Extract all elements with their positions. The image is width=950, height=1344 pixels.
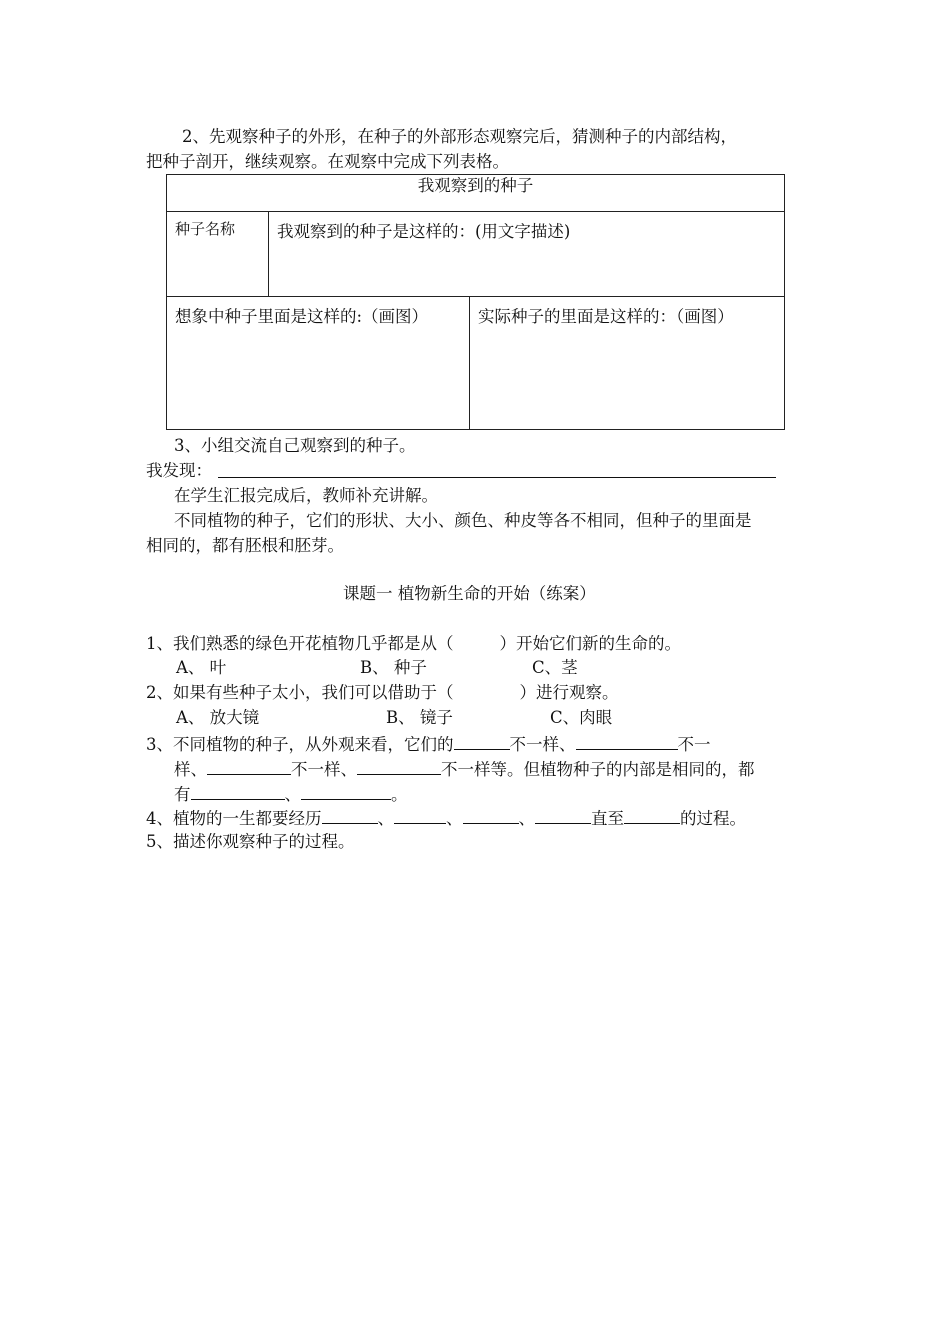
seed-name-cell[interactable]	[167, 212, 269, 297]
q4-text-a: 4、植物的一生都要经历	[146, 809, 322, 828]
finding-answer-line[interactable]	[218, 477, 776, 478]
q2-option-c: C、肉眼	[550, 708, 613, 727]
conclusion-line1: 不同植物的种子，它们的形状、大小、颜色、种皮等各不相同，但种子的里面是	[174, 511, 752, 530]
q3-text-g: 有	[174, 785, 191, 804]
q3-blank-2[interactable]	[576, 732, 678, 750]
q3-blank-5[interactable]	[191, 782, 285, 800]
question-1	[146, 633, 681, 655]
question-3-line2	[174, 757, 755, 781]
q1-text-end: ）开始它们新的生命的。	[499, 634, 681, 653]
question-5: 5、描述你观察种子的过程。	[146, 832, 355, 851]
q2-option-b: B、 镜子	[386, 708, 453, 727]
question-4	[146, 806, 746, 830]
conclusion-line2: 相同的，都有胚根和胚芽。	[146, 536, 344, 555]
q4-text-d: 、	[518, 809, 535, 828]
table-title: 我观察到的种子	[167, 175, 785, 212]
section2-line1: 2、先观察种子的外形，在种子的外部形态观察完后，猜测种子的内部结构，	[182, 127, 737, 146]
q2-text-start: 2、如果有些种子太小，我们可以借助于（	[146, 683, 454, 702]
q4-blank-2[interactable]	[394, 806, 446, 824]
observation-table	[166, 174, 785, 430]
actual-drawing-cell[interactable]	[470, 297, 785, 430]
q3-text-a: 3、不同植物的种子，从外观来看，它们的	[146, 735, 454, 754]
question-3-line1	[146, 732, 711, 756]
section3-line: 3、小组交流自己观察到的种子。	[174, 436, 416, 455]
q3-text-f: 不一样等。但植物种子的内部是相同的，都	[441, 760, 755, 779]
exercise-title: 课题一 植物新生命的开始（练案）	[343, 584, 596, 603]
finding-label: 我发现：	[146, 461, 212, 480]
q2-text-end: ）进行观察。	[519, 683, 619, 702]
q4-text-b: 、	[377, 809, 394, 828]
teacher-note: 在学生汇报完成后，教师补充讲解。	[174, 486, 438, 505]
q3-blank-3[interactable]	[207, 757, 291, 775]
q4-blank-4[interactable]	[535, 806, 591, 824]
q4-text-f: 的过程。	[680, 809, 746, 828]
q1-text-start: 1、我们熟悉的绿色开花植物几乎都是从（	[146, 634, 454, 653]
q3-text-e: 不一样、	[291, 760, 357, 779]
q4-text-e: 直至	[591, 809, 624, 828]
q1-option-b: B、 种子	[360, 658, 427, 677]
q3-text-h: 、	[284, 785, 301, 804]
q3-blank-4[interactable]	[357, 757, 441, 775]
q4-text-c: 、	[446, 809, 463, 828]
q3-blank-1[interactable]	[454, 732, 510, 750]
q3-text-d: 样、	[174, 760, 207, 779]
question-2	[146, 682, 619, 704]
q3-text-b: 不一样、	[509, 735, 576, 754]
q1-option-a: A、 叶	[176, 658, 227, 677]
q3-text-i: 。	[391, 785, 408, 804]
seed-name-label: 种子名称	[175, 220, 236, 238]
imagined-drawing-cell[interactable]	[167, 297, 470, 430]
q3-blank-6[interactable]	[301, 782, 391, 800]
seed-description-cell[interactable]	[269, 212, 785, 297]
q3-text-c: 不一	[677, 735, 711, 754]
q1-option-c: C、茎	[532, 658, 578, 677]
q4-blank-1[interactable]	[322, 806, 378, 824]
question-3-line3	[174, 782, 408, 806]
section2-line2: 把种子剖开，继续观察。在观察中完成下列表格。	[146, 152, 509, 171]
q2-option-a: A、 放大镜	[176, 708, 260, 727]
seed-description-label: 我观察到的种子是这样的：(用文字描述)	[277, 222, 571, 241]
q4-blank-5[interactable]	[624, 806, 680, 824]
q4-blank-3[interactable]	[463, 806, 519, 824]
imagined-drawing-label: 想象中种子里面是这样的:（画图）	[175, 307, 429, 326]
actual-drawing-label: 实际种子的里面是这样的：（画图）	[478, 307, 734, 326]
